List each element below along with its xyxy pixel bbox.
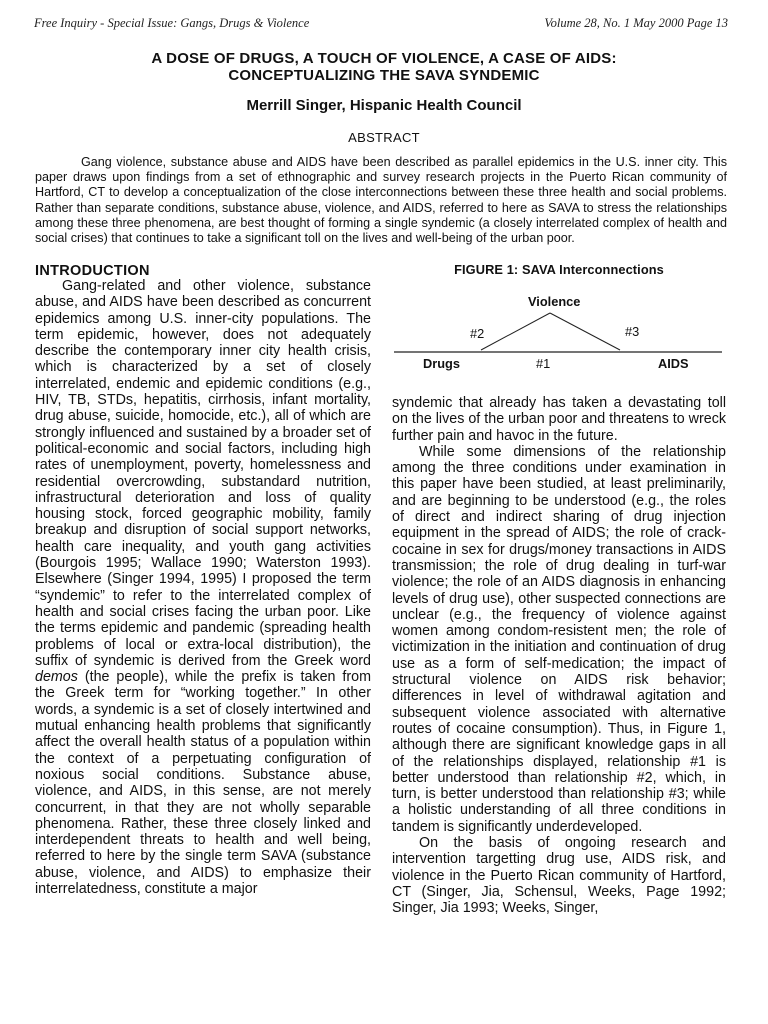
paragraph-1-part-a: Gang-related and other violence, substance abuse, and AIDS have been described as concurrent epidemics among U.S. inner-city populations. The term epidemic, however, does not adequately describe the contemporary inner city health crisis, which is characterized by a set of closely interrelated, endemic and epidemic conditions (e.g., HIV, TB, STDs, hepatitis, cirrhosis, infant mortality, drug abuse, suicide, homocide, etc.), all of which are strongly influenced and sustained by a broader set of political-economic and social factors, including high rates of unemployment, poverty, homelessness and residential overcrowding, substandard nutrition, infrastructural deterioration and loss of quality housing stock, forced geographic mobility, family breakup and disruption of social support networks, health care inequality, and youth gang activities (Bourgois 1995; Wallace 1990; Waterston 1993). Elsewhere (Singer 1994, 1995) I proposed the term “syndemic” to refer to the interrelated complex of health and social crises facing the urban poor. Like the terms epidemic and pandemic (spreading health problems of local or extra-local distribution), the suffix of syndemic is derived from the Greek word <box>35 278 371 669</box>
paragraph-1 <box>35 278 371 897</box>
paragraph-3: On the basis of ongoing research and intervention targetting drug use, AIDS risk, and violence in the Puerto Rican community of Hartford, CT (Singer, Jia, Schensul, Weeks, Page 1992; Singer, Jia 1993; Weeks, Singer, <box>392 835 726 917</box>
edge-label-1: #1 <box>536 356 551 371</box>
article-title <box>40 50 728 84</box>
edge-drugs-violence <box>481 313 550 350</box>
node-aids: AIDS <box>658 356 689 371</box>
edge-label-3: #3 <box>625 324 640 339</box>
running-head-issue: Volume 28, No. 1 May 2000 Page 13 <box>544 16 728 30</box>
author-line: Merrill Singer, Hispanic Health Council <box>246 97 522 114</box>
figure-1 <box>392 262 726 393</box>
left-column <box>35 262 371 897</box>
abstract <box>35 155 727 246</box>
paragraph-2: While some dimensions of the relationship among the three conditions under examination in this paper have been studied, at least preliminarily, and are beginning to be understood (e.g., the roles of direct and indirect sharing of drug injection equipment in the spread of AIDS; the role of crack-cocaine in sex for drugs/money transactions in AIDS transmission; the role of drug dealing in turf-war violence; the role of an AIDS diagnosis in enhancing levels of drug use), other suspected connections are unclear (e.g., the frequency of violence against women among condom-resistent men; the role of victimization in the initiation and continuation of drug use as a form of self-medication; the impact of structural violence on AIDS risk behavior; differences in level of withdrawal agitation and subsequent violence associated with alternative routes of cocaine consumption). Thus, in Figure 1, although there are significant knowledge gaps in all of the relationships displayed, relationship #1 is better understood than relationship #2, which, in turn, is better understood than relationship #3; while a holistic understanding of all three conditions in tandem is significantly underdeveloped. <box>392 443 726 835</box>
right-column <box>392 262 726 917</box>
greek-term-demos: demos <box>35 669 78 686</box>
article-title-line-2: CONCEPTUALIZING THE SAVA SYNDEMIC <box>228 67 540 84</box>
edge-label-2: #2 <box>470 326 485 341</box>
node-drugs: Drugs <box>423 356 460 371</box>
introduction-body-right <box>392 395 726 917</box>
introduction-body-left <box>35 278 371 897</box>
abstract-text: Gang violence, substance abuse and AIDS have been described as parallel epidemics in the U.S. inner city. This paper draws upon findings from a set of ethnographic and survey research projects in the Puerto Rican community of Hartford, CT to develop a conceptualization of the close interconnections between these three health and social problems. Rather than separate conditions, substance abuse, violence, and AIDS, referred to here as SAVA to stress the relationships among these three phenomena, are best thought of forming a single syndemic (a closely interrelated complex of health and social crises) that continues to take a significant toll on the lives and well-being of the urban poor. <box>35 155 727 246</box>
article-title-line-1: A DOSE OF DRUGS, A TOUCH OF VIOLENCE, A CASE OF AIDS: <box>151 50 617 67</box>
edge-violence-aids <box>550 313 620 350</box>
running-head-journal: Free Inquiry - Special Issue: Gangs, Drugs & Violence <box>34 16 310 30</box>
node-violence: Violence <box>528 294 581 309</box>
abstract-heading: ABSTRACT <box>348 130 420 145</box>
figure-caption: FIGURE 1: SAVA Interconnections <box>454 262 664 277</box>
section-heading-introduction: INTRODUCTION <box>35 263 150 279</box>
paragraph-1-part-b: (the people), while the prefix is taken from the Greek term for “working together.” In other words, a syndemic is a set of closely intertwined and mutual enhancing health problems that significantly affect the overall health status of a population within the context of a perpetuating configuration of noxious social conditions. Substance abuse, violence, and AIDS, in this sense, are not merely concurrent, in that they are not wholly separable phenomena. Rather, these three closely linked and interdependent threats to health and well being, referred to here by the single term SAVA (substance abuse, violence, and AIDS) to emphasize their interrelatedness, constitute a major <box>35 669 371 897</box>
paragraph-1-continued: syndemic that already has taken a devastating toll on the lives of the urban poor and threatens to wreck further pain and havoc in the future. <box>392 395 726 444</box>
